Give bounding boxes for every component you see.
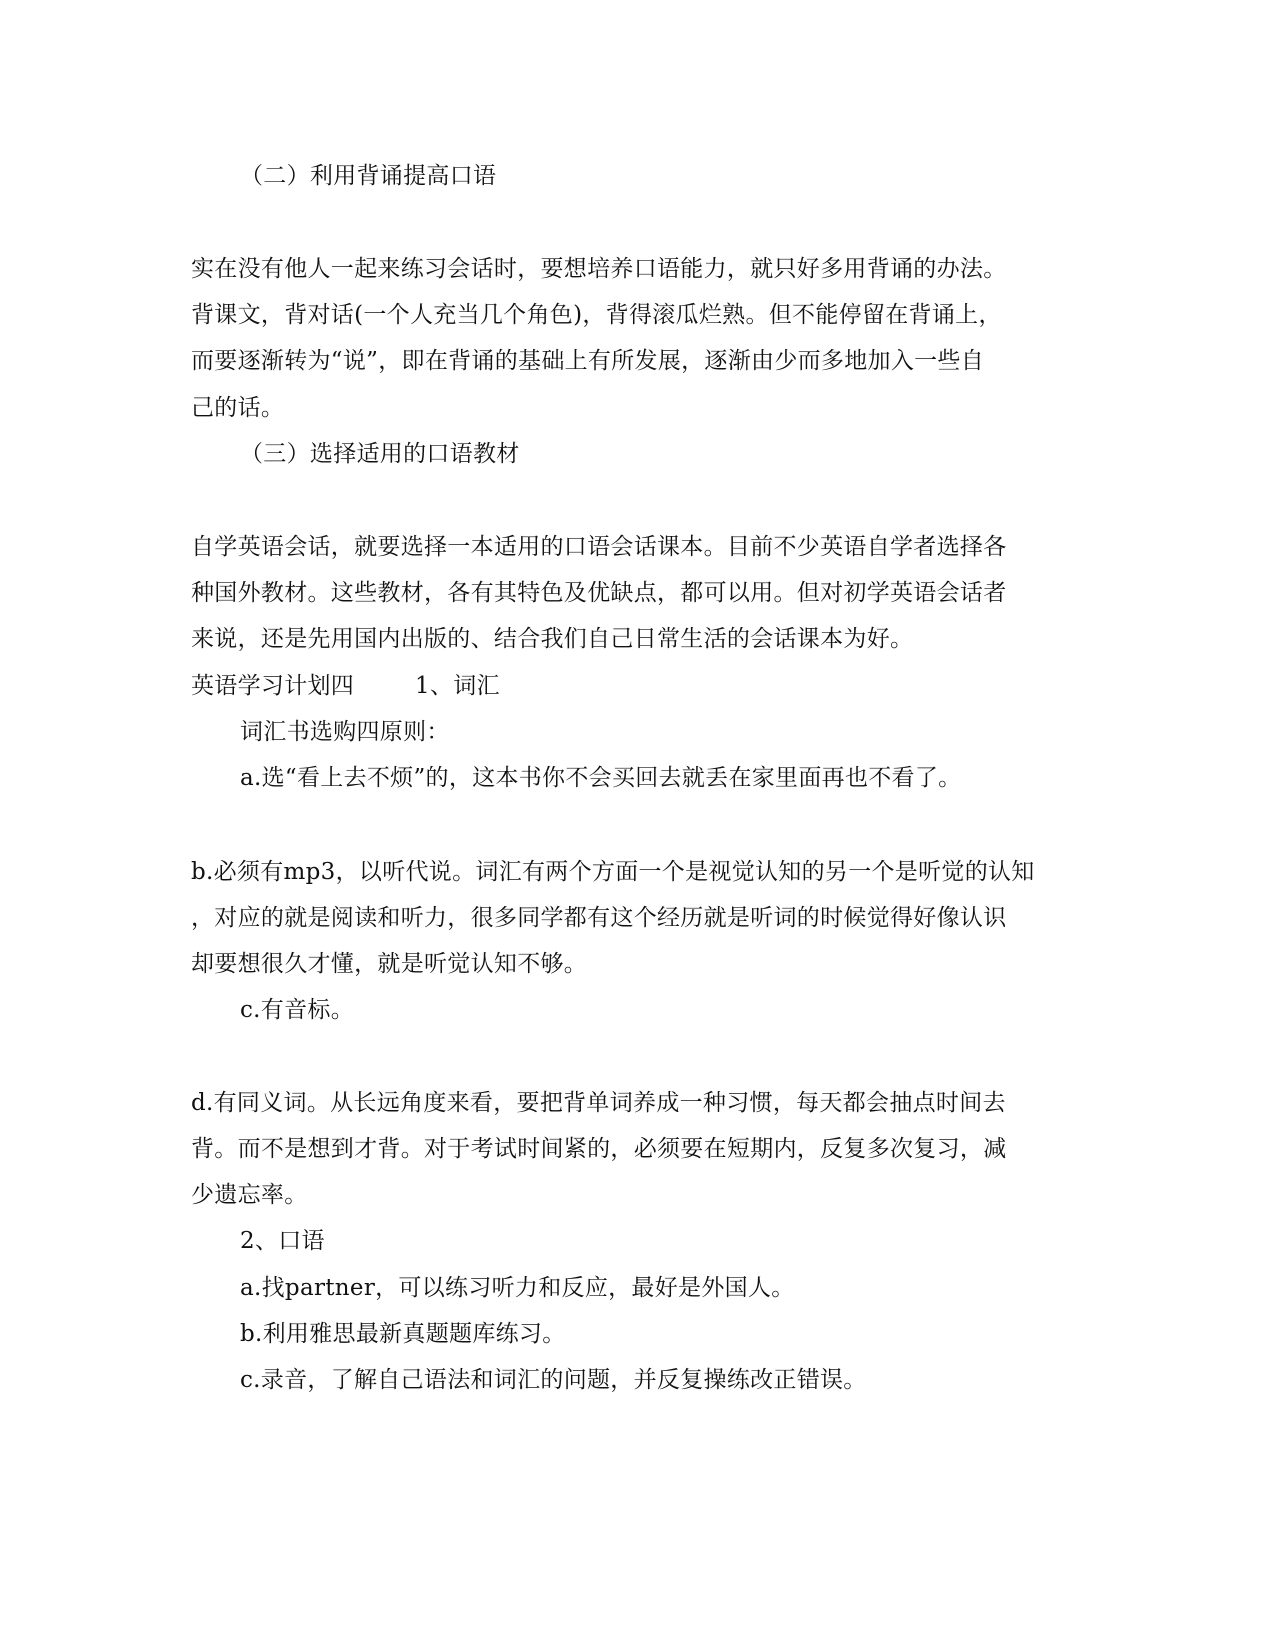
plan-title: 英语学习计划四 bbox=[191, 673, 355, 699]
oral-item-c: c.录音，了解自己语法和词汇的问题，并反复操练改正错误。 bbox=[240, 1367, 867, 1393]
vocab-principle-c: c.有音标。 bbox=[240, 997, 354, 1023]
paragraph-line: 种国外教材。这些教材，各有其特色及优缺点，都可以用。但对初学英语会话者 bbox=[191, 580, 1007, 606]
paragraph-line: 而要逐渐转为“说”，即在背诵的基础上有所发展，逐渐由少而多地加入一些自 bbox=[191, 348, 985, 374]
paragraph-line: 少遗忘率。 bbox=[191, 1182, 308, 1208]
section-heading-3: （三）选择适用的口语教材 bbox=[240, 441, 520, 467]
vocab-section-heading: 1、词汇 bbox=[415, 673, 500, 699]
vocab-principle-a: a.选“看上去不烦”的，这本书你不会买回去就丢在家里面再也不看了。 bbox=[240, 765, 962, 791]
oral-item-b: b.利用雅思最新真题题库练习。 bbox=[240, 1321, 566, 1347]
paragraph-line: 来说，还是先用国内出版的、结合我们自己日常生活的会话课本为好。 bbox=[191, 626, 914, 652]
paragraph-line: 背。而不是想到才背。对于考试时间紧的，必须要在短期内，反复多次复习，减 bbox=[191, 1136, 1007, 1162]
paragraph-line: 却要想很久才懂，就是听觉认知不够。 bbox=[191, 951, 588, 977]
oral-section-heading: 2、口语 bbox=[240, 1228, 325, 1254]
paragraph-line: b.必须有mp3，以听代说。词汇有两个方面一个是视觉认知的另一个是听觉的认知 bbox=[191, 859, 1035, 885]
paragraph-line: 实在没有他人一起来练习会话时，要想培养口语能力，就只好多用背诵的办法。 bbox=[191, 256, 1007, 282]
paragraph-line: 背课文，背对话(一个人充当几个角色)，背得滚瓜烂熟。但不能停留在背诵上， bbox=[191, 302, 1002, 328]
paragraph-line: ，对应的就是阅读和听力，很多同学都有这个经历就是听词的时候觉得好像认识 bbox=[191, 905, 1007, 931]
vocab-intro: 词汇书选购四原则： bbox=[240, 719, 450, 745]
section-heading-2: （二）利用背诵提高口语 bbox=[240, 163, 497, 189]
plan-title-row bbox=[191, 671, 500, 701]
paragraph-line: d.有同义词。从长远角度来看，要把背单词养成一种习惯，每天都会抽点时间去 bbox=[191, 1090, 1006, 1116]
paragraph-line: 己的话。 bbox=[191, 395, 285, 421]
paragraph-line: 自学英语会话，就要选择一本适用的口语会话课本。目前不少英语自学者选择各 bbox=[191, 534, 1007, 560]
oral-item-a: a.找partner，可以练习听力和反应，最好是外国人。 bbox=[240, 1275, 795, 1301]
